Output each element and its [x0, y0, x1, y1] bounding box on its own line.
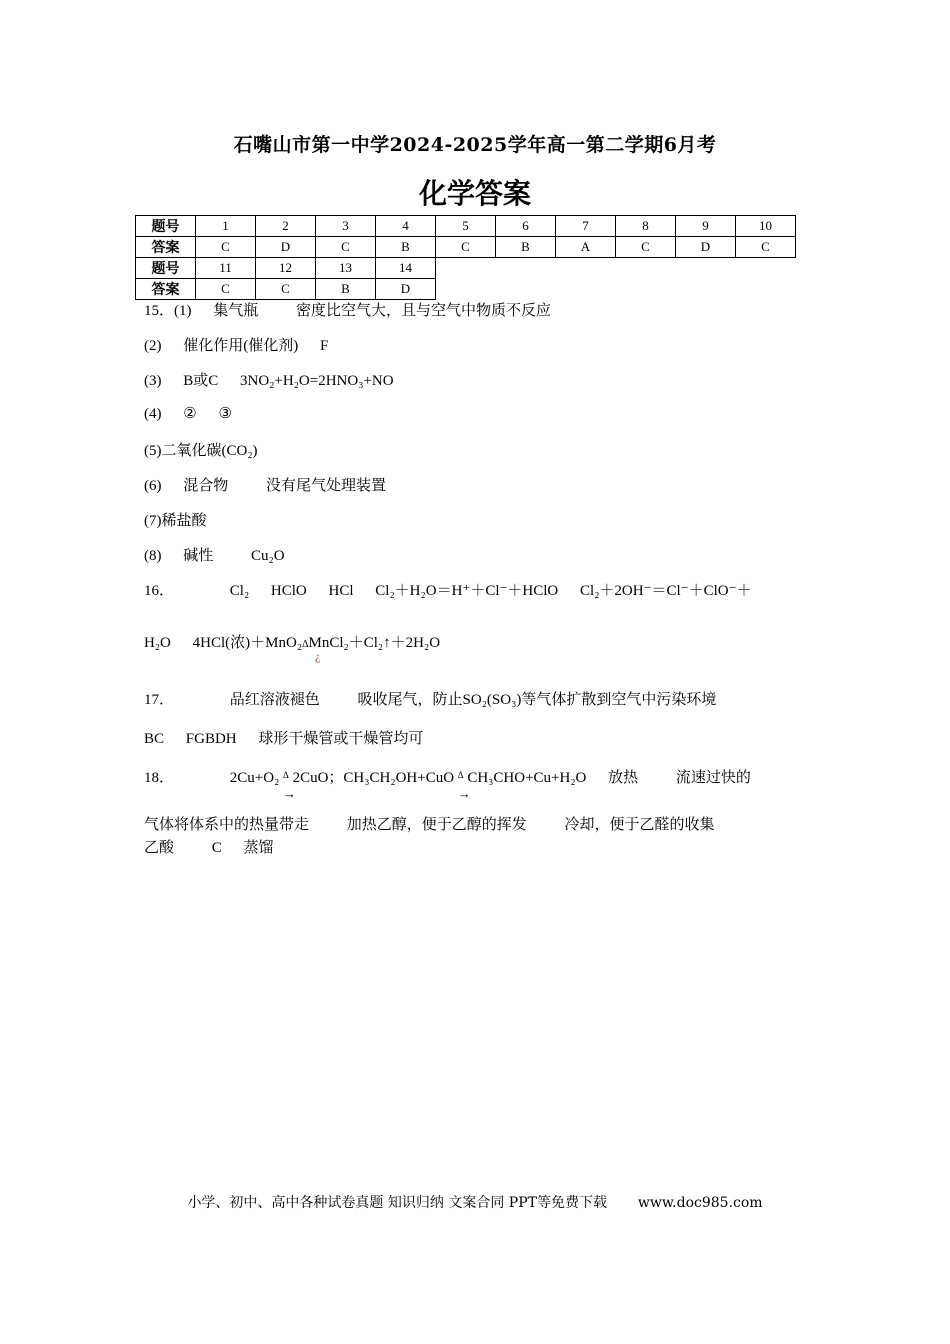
- question-number: 5: [436, 216, 496, 237]
- page-title: 石嘴山市第一中学2024-2025学年高一第二学期6月考: [233, 134, 717, 156]
- q15-label: (2): [144, 338, 162, 354]
- question-number: 8: [616, 216, 676, 237]
- question-number: 9: [676, 216, 736, 237]
- q18-answer: 蒸馏: [243, 840, 274, 856]
- row-label: 题号: [136, 258, 196, 279]
- answer-cell: D: [676, 237, 736, 258]
- answer-cell: C: [436, 237, 496, 258]
- answer-cell: C: [196, 237, 256, 258]
- question-number: 2: [256, 216, 316, 237]
- q17-answer: BC: [144, 731, 165, 747]
- question-number: 6: [496, 216, 556, 237]
- q16-line-2: [144, 631, 441, 663]
- delta-symbol: Δ: [457, 770, 464, 780]
- delta-symbol: Δ: [283, 770, 289, 780]
- q15-equation: 3NO₂+H₂O=2HNO₃+NO: [240, 373, 394, 389]
- q17-answer: 吸收尾气，防止SO₂(SO₃)等气体扩散到空气中污染环境: [357, 692, 717, 708]
- q18-equation: 2CuO；CH₃CH₂OH+CuO: [292, 770, 455, 786]
- question-number: 10: [736, 216, 796, 237]
- q15-line-1: [144, 299, 551, 320]
- q16-equation: H₂O: [144, 635, 171, 651]
- row-label: 题号: [136, 216, 196, 237]
- empty-cell: [436, 279, 796, 300]
- q15-answer: ②: [183, 406, 197, 422]
- q16-answer: HClO: [270, 583, 307, 599]
- q15-label: (4): [144, 406, 162, 422]
- question-number: 14: [376, 258, 436, 279]
- arrow-icon: →: [457, 786, 471, 801]
- question-number: 3: [316, 216, 376, 237]
- footer-text: 小学、初中、高中各种试卷真题 知识归纳 文案合同 PPT等免费下载: [187, 1195, 607, 1211]
- answer-table: [135, 215, 796, 300]
- q18-answer: 流速过快的: [675, 770, 751, 786]
- question-number: 1: [196, 216, 256, 237]
- q17-line-1: [144, 688, 716, 709]
- q15-line-6: [144, 474, 386, 495]
- q18-equation: 2Cu+O₂: [229, 770, 280, 786]
- row-label: 答案: [136, 279, 196, 300]
- table-row: [136, 258, 796, 279]
- q16-label: 16．: [144, 583, 175, 599]
- q18-equation: CH₃CHO+Cu+H₂O: [467, 770, 587, 786]
- answer-cell: C: [316, 237, 376, 258]
- q18-line-1: [144, 766, 751, 801]
- q18-line-2: [144, 813, 715, 834]
- q17-answer: 品红溶液褪色: [229, 692, 320, 708]
- empty-cell: [436, 258, 796, 279]
- q15-answer: F: [320, 338, 329, 354]
- q15-answer: ③: [218, 406, 232, 422]
- question-number: 7: [556, 216, 616, 237]
- q16-equation: 4HCl(浓)＋MnO₂: [192, 635, 303, 651]
- answer-cell: C: [736, 237, 796, 258]
- q15-label: (8): [144, 548, 162, 564]
- q15-label: (3): [144, 373, 162, 389]
- q15-line-3: [144, 369, 394, 390]
- answer-cell: C: [256, 279, 316, 300]
- q15-answer: 密度比空气大，且与空气中物质不反应: [296, 303, 552, 319]
- q15-line-4: [144, 404, 232, 423]
- q18-line-3: [144, 836, 274, 857]
- q15-answer: 混合物: [183, 478, 229, 494]
- answer-cell: C: [196, 279, 256, 300]
- answer-cell: A: [556, 237, 616, 258]
- answer-cell: B: [316, 279, 376, 300]
- q15-answer: 集气瓶: [213, 303, 259, 319]
- q16-equation: Cl₂＋2OH⁻＝Cl⁻＋ClO⁻＋: [580, 583, 752, 599]
- question-number: 12: [256, 258, 316, 279]
- footer-link[interactable]: www.doc985.com: [637, 1195, 763, 1211]
- q18-label: 18．: [144, 770, 175, 786]
- question-number: 11: [196, 258, 256, 279]
- row-label: 答案: [136, 237, 196, 258]
- page-footer: [0, 1192, 950, 1212]
- table-row: [136, 216, 796, 237]
- q15-answer: 碱性: [183, 548, 214, 564]
- q15-line-5: [144, 439, 258, 460]
- q15-answer: (5)二氧化碳(CO₂): [144, 443, 258, 459]
- q15-line-8: [144, 544, 285, 565]
- q17-answer: FGBDH: [185, 731, 237, 747]
- answer-cell: B: [376, 237, 436, 258]
- q15-answer: (7)稀盐酸: [144, 513, 207, 529]
- arrow-icon: →: [283, 786, 297, 801]
- q15-line-2: [144, 334, 328, 355]
- q17-label: 17．: [144, 692, 175, 708]
- q17-answer: 球形干燥管或干燥管均可: [258, 731, 424, 747]
- q15-label: 15．(1): [144, 303, 192, 319]
- delta-symbol: Δ: [302, 639, 309, 650]
- q16-line-1: [144, 579, 752, 600]
- q17-line-2: [144, 727, 423, 748]
- q18-answer: 加热乙醇，便于乙醇的挥发: [346, 817, 527, 833]
- answer-cell: C: [616, 237, 676, 258]
- q15-answer: 催化作用(催化剂): [183, 338, 299, 354]
- question-number: 4: [376, 216, 436, 237]
- q18-answer: C: [211, 840, 222, 856]
- q18-answer: 乙酸: [144, 840, 175, 856]
- q15-line-7: [144, 509, 207, 530]
- answer-cell: B: [496, 237, 556, 258]
- correction-mark: ¿: [315, 649, 321, 663]
- q18-answer: 气体将体系中的热量带走: [144, 817, 310, 833]
- table-row: [136, 279, 796, 300]
- subject-title: 化学答案: [418, 177, 531, 210]
- q16-equation: Cl₂＋H₂O＝H⁺＋Cl⁻＋HClO: [375, 583, 559, 599]
- answer-cell: D: [376, 279, 436, 300]
- q18-answer: 放热: [608, 770, 639, 786]
- q15-answer: Cu₂O: [251, 548, 285, 564]
- q16-equation: MnCl₂＋Cl₂↑＋2H₂O: [308, 635, 441, 651]
- question-number: 13: [316, 258, 376, 279]
- q16-answer: HCl: [328, 583, 354, 599]
- q16-answer: Cl₂: [229, 583, 250, 599]
- q15-label: (6): [144, 478, 162, 494]
- answer-cell: D: [256, 237, 316, 258]
- q15-answer: 没有尾气处理装置: [266, 478, 387, 494]
- q18-answer: 冷却，便于乙醛的收集: [564, 817, 715, 833]
- q15-answer: B或C: [183, 373, 219, 389]
- table-row: [136, 237, 796, 258]
